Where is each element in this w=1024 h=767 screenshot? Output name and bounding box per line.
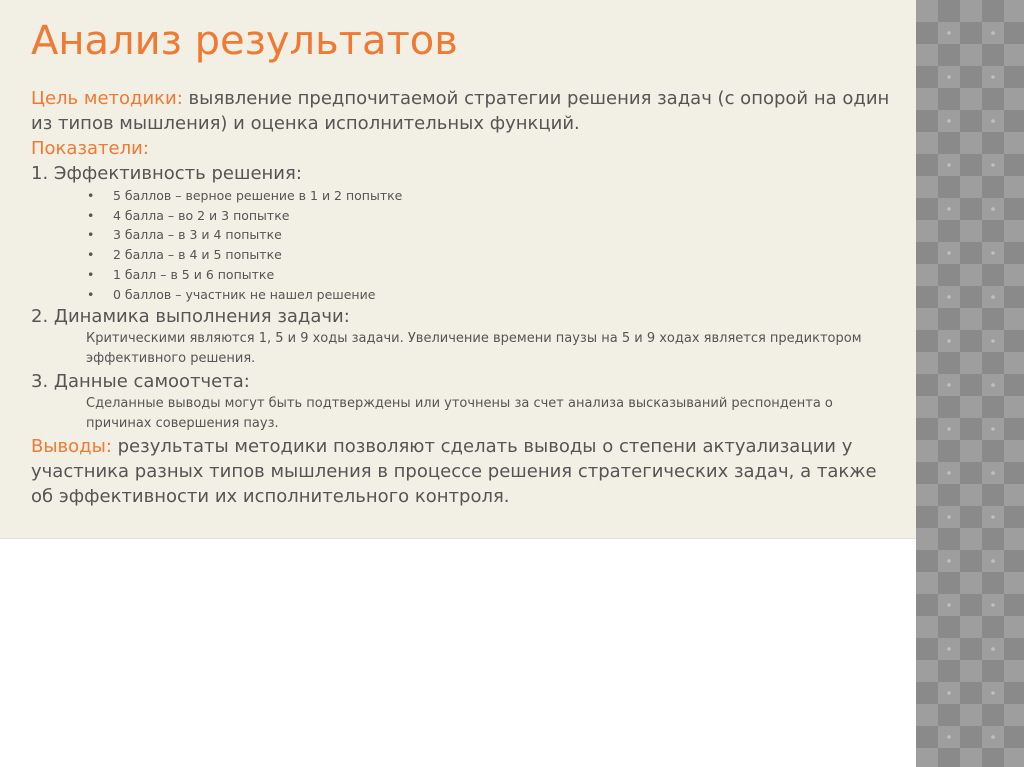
- indicator-3-text: Сделанные выводы могут быть подтверждены или уточнены за счет анализа высказываний респондента о причинах совершения пауз.: [86, 396, 833, 432]
- bullet-icon: •: [87, 188, 95, 203]
- list-item: [87, 245, 891, 265]
- page-title: Анализ результатов: [31, 18, 458, 64]
- list-item: [87, 186, 891, 206]
- list-item: [87, 206, 891, 226]
- list-item-text: 1 балл – в 5 и 6 попытке: [113, 266, 275, 282]
- list-item-text: 3 балла – в 3 и 4 попытке: [113, 227, 282, 243]
- indicator-3-heading: 3. Данные самоотчета:: [31, 371, 250, 393]
- bullet-icon: •: [87, 247, 95, 263]
- list-item: [87, 265, 891, 285]
- conclusions-text: результаты методики позволяют сделать выводы о степени актуализации у участника разных типов мышления в процессе решения стратегических задач, а также об эффективности их исполнительного контроля.: [31, 436, 877, 508]
- indicator-2-heading: 2. Динамика выполнения задачи:: [31, 306, 350, 328]
- conclusions-paragraph: [31, 434, 891, 509]
- list-item-text: 0 баллов – участник не нашел решение: [113, 286, 376, 302]
- goal-text: выявление предпочитаемой стратегии решения задач (с опорой на один из типов мышления) и оценка исполнительных функций.: [31, 88, 890, 134]
- list-item: [87, 225, 891, 245]
- decorative-side-strip: [916, 0, 1024, 767]
- list-item-text: 5 баллов – верное решение в 1 и 2 попытке: [113, 188, 403, 203]
- goal-label: Цель методики:: [31, 88, 183, 109]
- score-list: [31, 186, 891, 304]
- indicator-1-heading: 1. Эффективность решения:: [31, 163, 302, 184]
- bullet-icon: •: [87, 227, 95, 243]
- conclusions-label: Выводы:: [31, 436, 112, 458]
- list-item-text: 4 балла – во 2 и 3 попытке: [113, 207, 290, 223]
- slide-content: [31, 86, 891, 509]
- bullet-icon: •: [87, 266, 95, 282]
- list-item: [87, 285, 891, 305]
- indicators-heading: Показатели:: [31, 138, 149, 159]
- list-item-text: 2 балла – в 4 и 5 попытке: [113, 247, 282, 263]
- indicator-2-text: Критическими являются 1, 5 и 9 ходы задачи. Увеличение времени паузы на 5 и 9 ходах является предиктором эффективного решения.: [86, 331, 862, 367]
- bullet-icon: •: [87, 207, 95, 223]
- goal-paragraph: [31, 86, 891, 136]
- bullet-icon: •: [87, 286, 95, 302]
